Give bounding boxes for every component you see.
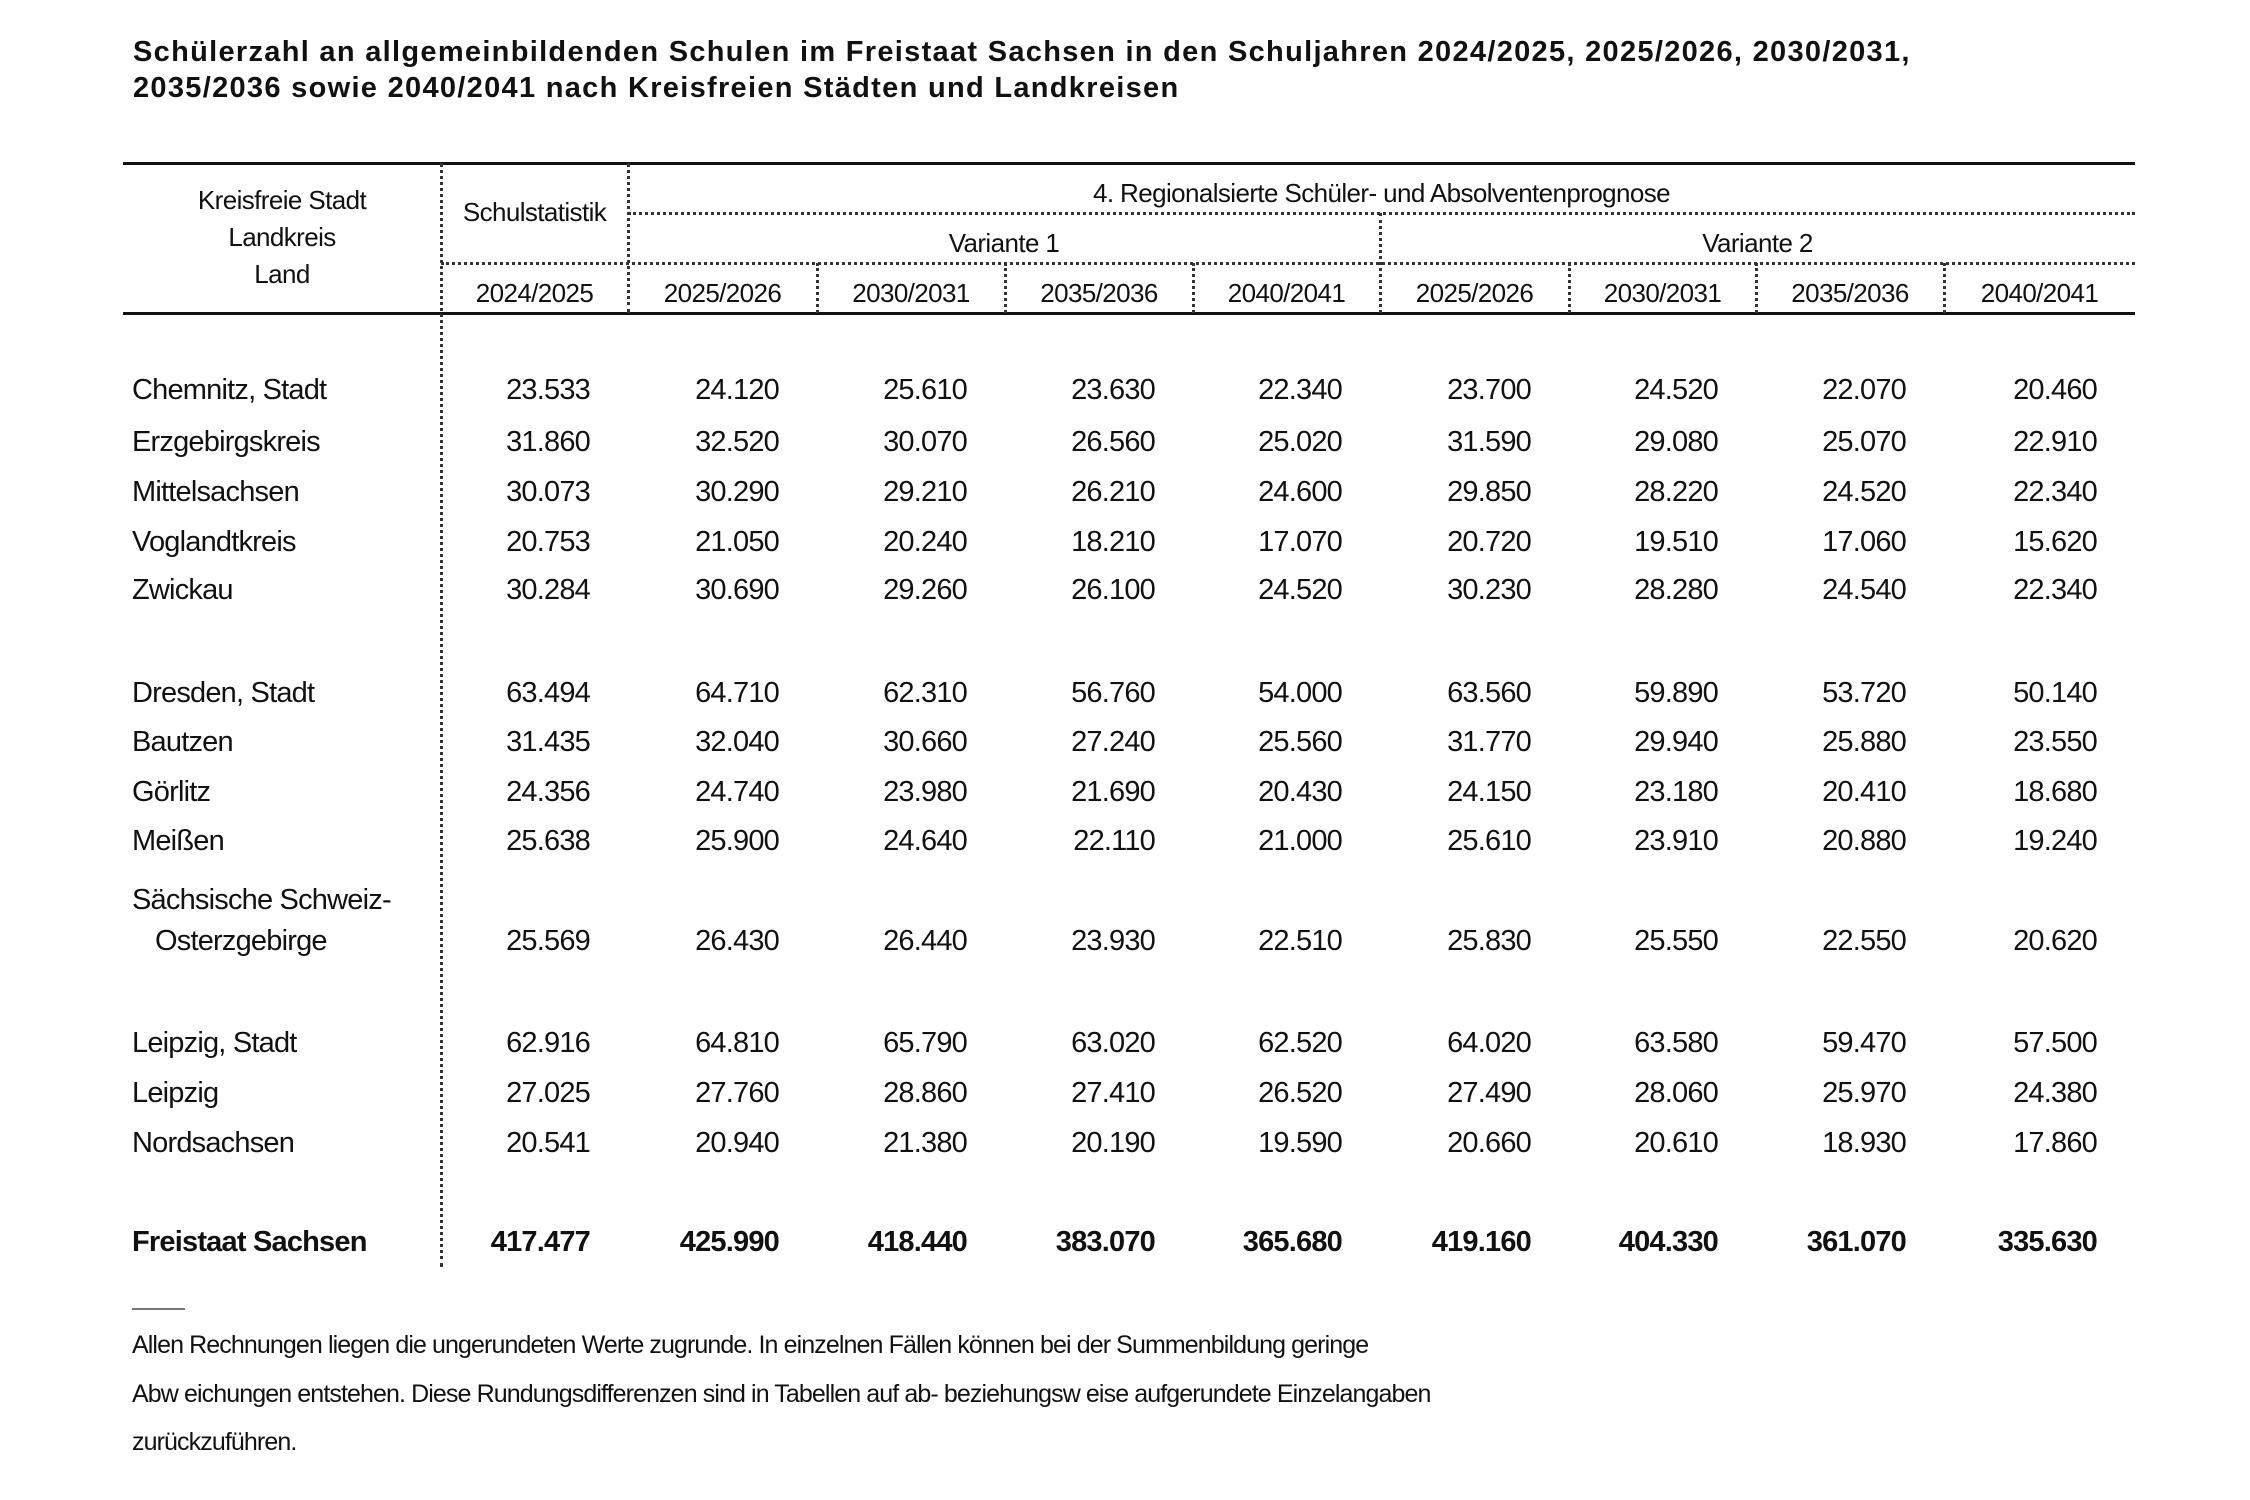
table-cell: 32.040 [695,726,779,758]
header-year: 2035/2036 [1791,278,1909,308]
table-cell: 25.610 [883,374,967,406]
table-cell: 20.240 [883,526,967,558]
row-label: Meißen [132,825,224,857]
table-cell: 25.880 [1822,726,1906,758]
table-cell: 22.510 [1258,925,1342,957]
row-label: Zwickau [132,574,233,606]
table-cell: 404.330 [1618,1226,1718,1258]
table-cell: 23.910 [1634,825,1718,857]
table-cell: 23.630 [1071,374,1155,406]
table-cell: 31.860 [506,426,590,458]
table-cell: 418.440 [867,1226,967,1258]
table-cell: 20.660 [1447,1127,1531,1159]
table-cell: 26.210 [1071,476,1155,508]
table-cell: 27.490 [1447,1077,1531,1109]
row-label: Leipzig [132,1077,219,1109]
table-cell: 29.940 [1634,726,1718,758]
table-cell: 31.770 [1447,726,1531,758]
table-cell: 23.700 [1447,374,1531,406]
table-cell: 29.260 [883,574,967,606]
table-cell: 26.560 [1071,426,1155,458]
table-cell: 22.340 [1258,374,1342,406]
row-label: Freistaat Sachsen [132,1226,367,1258]
table-cell: 25.638 [506,825,590,857]
table-cell: 30.660 [883,726,967,758]
table-cell: 417.477 [490,1226,590,1258]
table-cell: 64.710 [695,677,779,709]
table-cell: 32.520 [695,426,779,458]
header-year: 2040/2041 [1227,278,1346,308]
table-cell: 26.440 [883,925,967,957]
table-cell: 24.540 [1822,574,1906,606]
table-cell: 59.890 [1634,677,1718,709]
row-label: Görlitz [132,776,211,808]
table-cell: 27.410 [1071,1077,1155,1109]
table-cell: 63.580 [1634,1027,1718,1059]
table-cell: 25.070 [1822,426,1906,458]
header-bottom-rule [123,312,2135,315]
table-title-line-2: 2035/2036 sowie 2040/2041 nach Kreisfreien Städten und Landkreisen [133,72,1180,104]
table-cell: 23.180 [1634,776,1718,808]
table-cell: 50.140 [2013,677,2097,709]
table-cell: 24.640 [883,825,967,857]
table-cell: 29.850 [1447,476,1531,508]
table-cell: 31.590 [1447,426,1531,458]
table-cell: 335.630 [1997,1226,2097,1258]
header-year: 2025/2026 [1415,278,1534,308]
table-cell: 383.070 [1055,1226,1155,1258]
table-cell: 20.940 [695,1127,779,1159]
table-cell: 28.280 [1634,574,1718,606]
table-cell: 22.070 [1822,374,1906,406]
variante-divider [441,262,2135,265]
table-cell: 30.284 [506,574,590,606]
table-cell: 17.860 [2013,1127,2097,1159]
table-cell: 20.190 [1071,1127,1155,1159]
header-prognose: 4. Regionalsierte Schüler- und Absolventenprognose [1092,178,1671,208]
table-cell: 20.620 [2013,925,2097,957]
header-year: 2035/2036 [1040,278,1158,308]
table-cell: 20.430 [1258,776,1342,808]
table-cell: 30.690 [695,574,779,606]
table-cell: 24.600 [1258,476,1342,508]
table-cell: 22.340 [2013,476,2097,508]
table-cell: 18.210 [1071,526,1155,558]
table-cell: 24.520 [1822,476,1906,508]
table-cell: 27.240 [1071,726,1155,758]
table-cell: 419.160 [1431,1226,1531,1258]
table-cell: 20.720 [1447,526,1531,558]
table-cell: 21.050 [695,526,779,558]
table-cell: 28.060 [1634,1077,1718,1109]
table-cell: 29.080 [1634,426,1718,458]
table-top-rule [123,162,2135,165]
table-cell: 21.000 [1258,825,1342,857]
table-cell: 15.620 [2013,526,2097,558]
footnote-line-1: Allen Rechnungen liegen die ungerundeten Werte zugrunde. In einzelnen Fällen können bei der Summenbildung geringe [132,1331,1369,1359]
table-cell: 22.910 [2013,426,2097,458]
table-cell: 20.541 [506,1127,590,1159]
table-cell: 30.290 [695,476,779,508]
table-cell: 20.410 [1822,776,1906,808]
table-cell: 19.590 [1258,1127,1342,1159]
header-year: 2024/2025 [475,278,594,308]
table-cell: 64.810 [695,1027,779,1059]
table-cell: 20.753 [506,526,590,558]
table-cell: 62.520 [1258,1027,1342,1059]
table-cell: 23.980 [883,776,967,808]
table-cell: 24.520 [1634,374,1718,406]
table-cell: 425.990 [679,1226,779,1258]
table-cell: 365.680 [1242,1226,1342,1258]
row-label: Mittelsachsen [132,476,299,508]
table-cell: 22.340 [2013,574,2097,606]
table-cell: 28.220 [1634,476,1718,508]
row-label: Sächsische Schweiz- [132,884,391,916]
table-cell: 30.070 [883,426,967,458]
header-year: 2030/2031 [1603,278,1722,308]
table-cell: 62.310 [883,677,967,709]
header-variante-1: Variante 1 [948,228,1060,258]
header-year: 2030/2031 [852,278,970,308]
table-cell: 18.680 [2013,776,2097,808]
table-cell: 20.610 [1634,1127,1718,1159]
table-title-line-1: Schülerzahl an allgemeinbildenden Schulen im Freistaat Sachsen in den Schuljahren 2024/2025, 2025/2026, 2030/2031, [133,36,1911,68]
table-cell: 26.100 [1071,574,1155,606]
header-region-line-1: Kreisfreie Stadt [197,185,367,215]
row-label: Erzgebirgskreis [132,426,320,458]
footnote-rule [132,1308,185,1310]
table-cell: 63.560 [1447,677,1531,709]
row-label: Dresden, Stadt [132,677,315,709]
table-cell: 30.073 [506,476,590,508]
header-region-line-2: Landkreis [228,222,336,252]
row-label-continued: Osterzgebirge [155,925,327,957]
table-cell: 25.610 [1447,825,1531,857]
table-cell: 24.120 [695,374,779,406]
table-cell: 27.025 [506,1077,590,1109]
table-cell: 65.790 [883,1027,967,1059]
table-cell: 54.000 [1258,677,1342,709]
table-cell: 21.690 [1071,776,1155,808]
row-label: Chemnitz, Stadt [132,374,327,406]
row-label: Leipzig, Stadt [132,1027,297,1059]
table-cell: 24.380 [2013,1077,2097,1109]
table-cell: 56.760 [1071,677,1155,709]
header-year: 2025/2026 [663,278,782,308]
table-cell: 30.230 [1447,574,1531,606]
header-year: 2040/2041 [1980,278,2099,308]
table-cell: 25.560 [1258,726,1342,758]
table-cell: 29.210 [883,476,967,508]
table-cell: 23.533 [506,374,590,406]
row-label: Voglandtkreis [132,526,296,558]
table-cell: 24.520 [1258,574,1342,606]
row-label: Bautzen [132,726,233,758]
table-cell: 22.550 [1822,925,1906,957]
table-cell: 57.500 [2013,1027,2097,1059]
table-cell: 18.930 [1822,1127,1906,1159]
table-cell: 22.110 [1073,825,1155,857]
table-cell: 19.510 [1634,526,1718,558]
table-cell: 64.020 [1447,1027,1531,1059]
row-label: Nordsachsen [132,1127,295,1159]
table-cell: 63.020 [1071,1027,1155,1059]
header-region-line-3: Land [254,259,310,289]
table-cell: 24.150 [1447,776,1531,808]
table-cell: 25.970 [1822,1077,1906,1109]
table-cell: 24.356 [506,776,590,808]
table-cell: 23.550 [2013,726,2097,758]
table-cell: 17.060 [1822,526,1906,558]
table-cell: 25.569 [506,925,590,957]
table-cell: 62.916 [506,1027,590,1059]
table-cell: 19.240 [2013,825,2097,857]
header-variante-2: Variante 2 [1702,228,1813,258]
table-cell: 28.860 [883,1077,967,1109]
table-cell: 20.880 [1822,825,1906,857]
table-cell: 25.550 [1634,925,1718,957]
table-cell: 361.070 [1806,1226,1906,1258]
table-cell: 31.435 [506,726,590,758]
table-cell: 21.380 [883,1127,967,1159]
table-cell: 25.020 [1258,426,1342,458]
table-cell: 25.830 [1447,925,1531,957]
table-cell: 23.930 [1071,925,1155,957]
table-cell: 59.470 [1822,1027,1906,1059]
table-cell: 26.430 [695,925,779,957]
footnote-line-2: Abw eichungen entstehen. Diese Rundungsdifferenzen sind in Tabellen auf ab- beziehungsw eise aufgerundete Einzelangaben [132,1380,1431,1408]
table-cell: 53.720 [1822,677,1906,709]
table-cell: 26.520 [1258,1077,1342,1109]
table-cell: 27.760 [695,1077,779,1109]
table-cell: 63.494 [506,677,590,709]
table-cell: 17.070 [1258,526,1342,558]
footnote-line-3: zurückzuführen. [132,1428,297,1456]
table-cell: 20.460 [2013,374,2097,406]
table-cell: 24.740 [695,776,779,808]
table-cell: 25.900 [695,825,779,857]
header-schulstatistik: Schulstatistik [462,197,607,227]
